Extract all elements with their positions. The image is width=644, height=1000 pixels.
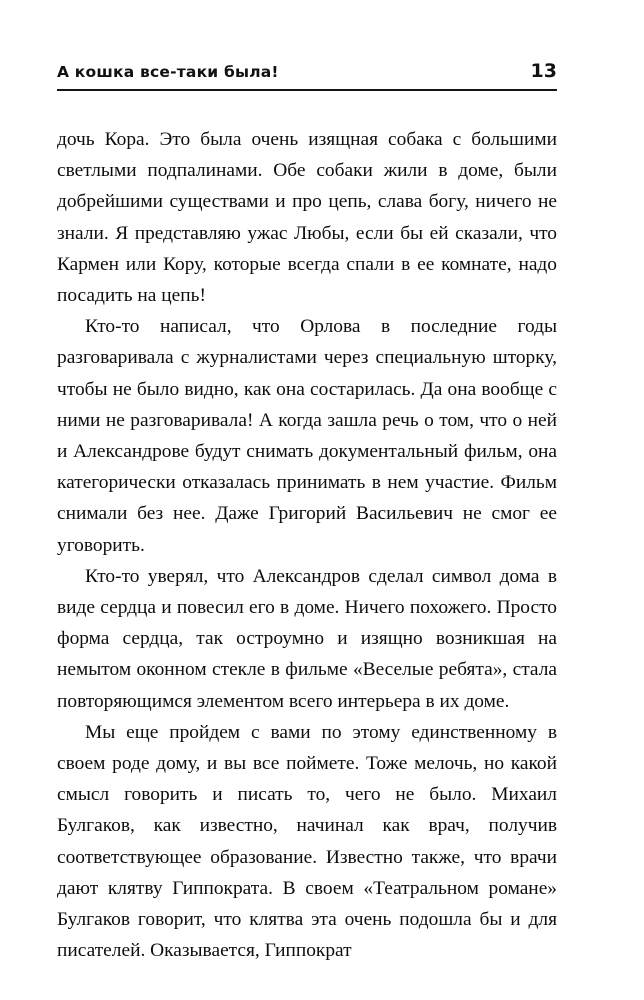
header-divider	[57, 89, 557, 91]
page-content	[57, 60, 557, 966]
paragraph: Кто-то написал, что Орлова в последние годы разговаривала с журналистами через специальную шторку, чтобы не было видно, как она состарилась. Да она вообще с ними не разговаривала! А когда зашла речь о том, что о ней и Александрове будут снимать документальный фильм, она категорически отказалась принимать в нем участие. Фильм снимали без нее. Даже Григорий Васильевич не смог ее уговорить.	[57, 316, 557, 556]
page-number: 13	[530, 60, 557, 82]
paragraph: дочь Кора. Это была очень изящная собака с большими светлыми подпалинами. Обе собаки жили в доме, были добрейшими существами и про цепь, слава богу, ничего не знали. Я представляю ужас Любы, если бы ей сказали, что Кармен или Кору, которые всегда спали в ее комнате, надо посадить на цепь!	[57, 129, 557, 307]
page-header	[57, 60, 557, 82]
running-title: А кошка все-таки была!	[57, 63, 279, 81]
body-text	[57, 124, 557, 966]
paragraph: Кто-то уверял, что Александров сделал символ дома в виде сердца и повесил его в доме. Ничего похожего. Просто форма сердца, так остроумно и изящно возникшая на немытом оконном стекле в фильме «Веселые ребята», стала повторяющимся элементом всего интерьера в их доме.	[57, 565, 557, 712]
paragraph: Мы еще пройдем с вами по этому единственному в своем роде дому, и вы все поймете. Тоже мелочь, но какой смысл говорить и писать то, чего не было. Михаил Булгаков, как известно, начинал как врач, получив соответствующее образование. Известно также, что врачи дают клятву Гиппократа. В своем «Театральном романе» Булгаков говорит, что клятва эта очень подошла бы и для писателей. Оказывается, Гиппократ	[57, 721, 557, 962]
